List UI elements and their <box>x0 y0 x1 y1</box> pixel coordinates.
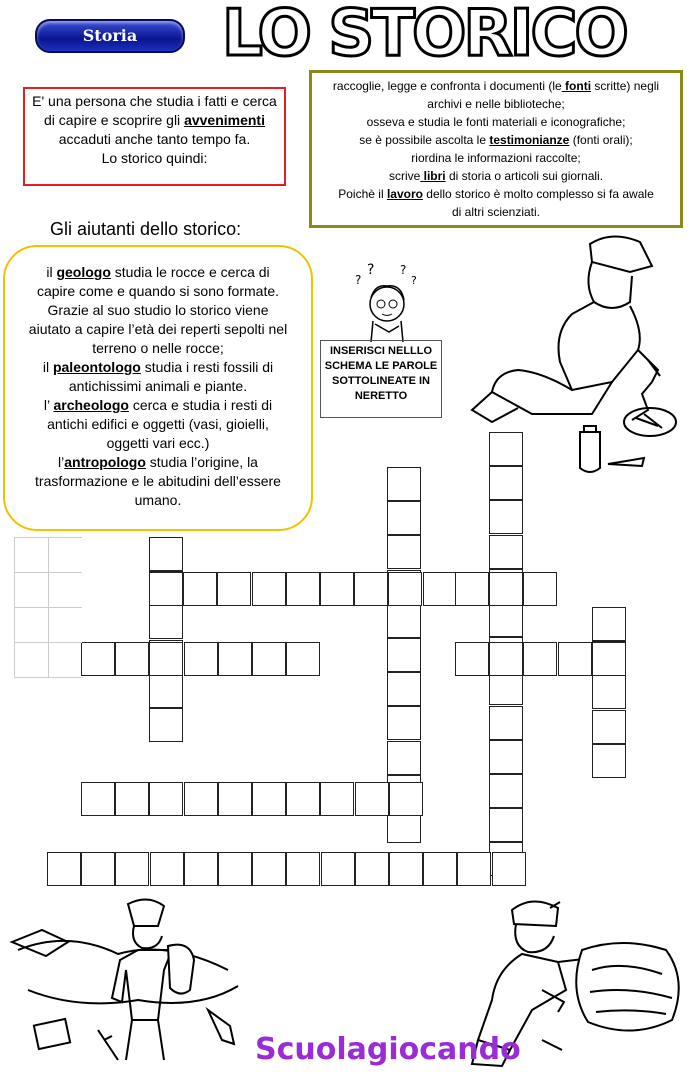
crossword-cell[interactable] <box>489 642 523 676</box>
intro-box <box>23 87 286 186</box>
task-line: di altri scienziati. <box>451 205 541 219</box>
crossword-cell[interactable] <box>489 466 523 500</box>
crossword-cell[interactable] <box>389 852 423 886</box>
crossword-cell[interactable] <box>457 852 491 886</box>
crossword-cell[interactable] <box>388 572 422 606</box>
keyword-archeologo: archeologo <box>53 397 129 413</box>
crossword-cell[interactable] <box>489 671 523 705</box>
crossword-cell[interactable] <box>252 572 286 606</box>
crossword-cell[interactable] <box>492 852 526 886</box>
task-line: se è possibile ascolta le testimonianze (fonti orali); <box>359 133 633 147</box>
subject-badge: Storia <box>35 19 185 53</box>
crossword-cell[interactable] <box>320 572 354 606</box>
crossword-cell[interactable] <box>489 432 523 466</box>
faint-gridline <box>14 537 15 677</box>
helper-line: terreno o nelle rocce; <box>92 340 224 356</box>
intro-line: E' una persona che studia i fatti e cerca <box>32 93 277 109</box>
crossword-cell[interactable] <box>389 782 423 816</box>
crossword-cell[interactable] <box>252 852 286 886</box>
crossword-cell[interactable] <box>489 500 523 534</box>
crossword-cell[interactable] <box>286 572 320 606</box>
helper-line: trasformazione e le abitudini dell’essere <box>35 473 281 489</box>
crossword-cell[interactable] <box>354 572 388 606</box>
crossword-cell[interactable] <box>149 782 183 816</box>
crossword-cell[interactable] <box>489 572 523 606</box>
crossword-cell[interactable] <box>218 782 252 816</box>
crossword-cell[interactable] <box>387 706 421 740</box>
crossword-cell[interactable] <box>81 852 115 886</box>
svg-text:?: ? <box>411 274 417 287</box>
helpers-heading: Gli aiutanti dello storico: <box>50 219 242 239</box>
crossword-cell[interactable] <box>523 642 557 676</box>
crossword-cell[interactable] <box>184 642 218 676</box>
instruction-box <box>320 340 442 418</box>
helper-line: oggetti vari ecc.) <box>106 435 210 451</box>
crossword-cell[interactable] <box>489 603 523 637</box>
crossword-cell[interactable] <box>115 782 149 816</box>
helper-line: capire come e quando si sono formate. <box>36 283 280 299</box>
crossword-cell[interactable] <box>387 501 421 535</box>
crossword-cell[interactable] <box>489 774 523 808</box>
crossword-cell[interactable] <box>149 708 183 742</box>
crossword-cell[interactable] <box>184 852 218 886</box>
crossword-cell[interactable] <box>523 572 557 606</box>
brand-logo: Scuolagiocando <box>255 1032 521 1067</box>
helper-line: l’ archeologo cerca e studia i resti di <box>43 397 273 413</box>
crossword-cell[interactable] <box>489 706 523 740</box>
task-line: Poichè il lavoro dello storico è molto complesso si fa awale <box>338 187 654 201</box>
crossword-cell[interactable] <box>252 782 286 816</box>
crossword-cell[interactable] <box>81 642 115 676</box>
helper-line: antichi edifici e oggetti (vasi, gioielli, <box>47 416 269 432</box>
intro-line: accaduti anche tanto tempo fa. <box>58 131 251 147</box>
crossword-cell[interactable] <box>489 535 523 569</box>
task-line: archivi e nelle biblioteche; <box>427 97 565 111</box>
keyword-paleontologo: paleontologo <box>52 359 141 375</box>
task-line: raccoglie, legge e confronta i documenti (le fonti scritte) negli <box>332 79 660 93</box>
crossword-cell[interactable] <box>218 642 252 676</box>
crossword-cell[interactable] <box>423 572 457 606</box>
crossword-cell[interactable] <box>252 642 286 676</box>
crossword-cell[interactable] <box>592 710 626 744</box>
crossword-cell[interactable] <box>150 852 184 886</box>
crossword-cell[interactable] <box>592 675 626 709</box>
keyword-fonti: fonti <box>561 79 592 93</box>
helper-line: aiutato a capire l’età dei reperti sepolti nel <box>28 321 288 337</box>
helper-line: il paleontologo studia i resti fossili di <box>42 359 274 375</box>
keyword-testimonianze: testimonianze <box>489 133 570 147</box>
faint-gridline <box>48 537 49 677</box>
helper-line: antichissimi animali e piante. <box>68 378 248 394</box>
excavation-vase-illustration <box>8 890 258 1070</box>
crossword-cell[interactable] <box>286 642 320 676</box>
crossword-cell[interactable] <box>149 674 183 708</box>
crossword-cell[interactable] <box>115 852 149 886</box>
crossword-cell[interactable] <box>387 741 421 775</box>
crossword-cell[interactable] <box>455 642 489 676</box>
crossword-cell[interactable] <box>81 782 115 816</box>
crossword-cell[interactable] <box>149 642 183 676</box>
crossword-cell[interactable] <box>592 607 626 641</box>
svg-text:?: ? <box>355 273 362 287</box>
crossword-cell[interactable] <box>217 572 251 606</box>
intro-line: Lo storico quindi: <box>101 150 208 166</box>
crossword-cell[interactable] <box>320 782 354 816</box>
crossword-cell[interactable] <box>184 782 218 816</box>
keyword-geologo: geologo <box>56 264 111 280</box>
crossword-cell[interactable] <box>115 642 149 676</box>
svg-text:?: ? <box>400 263 407 277</box>
crossword-cell[interactable] <box>558 642 592 676</box>
faint-gridline <box>14 677 82 678</box>
task-line: scrive libri di storia o articoli sui giornali. <box>388 169 604 183</box>
helper-line: il geologo studia le rocce e cerca di <box>46 264 270 280</box>
crossword-cell[interactable] <box>489 808 523 842</box>
crossword-cell[interactable] <box>455 572 489 606</box>
crossword-cell[interactable] <box>387 604 421 638</box>
crossword-cell[interactable] <box>218 852 252 886</box>
crossword-cell[interactable] <box>183 572 217 606</box>
crossword-cell[interactable] <box>321 852 355 886</box>
helper-line: umano. <box>134 492 182 508</box>
helpers-box <box>3 245 313 531</box>
task-line: osseva e studia le fonti materiali e iconografiche; <box>366 115 626 129</box>
crossword-cell[interactable] <box>149 605 183 639</box>
keyword-antropologo: antropologo <box>64 454 146 470</box>
thinking-child-illustration <box>345 262 425 342</box>
crossword-cell[interactable] <box>149 572 183 606</box>
tasks-box <box>309 70 683 228</box>
crossword-cell[interactable] <box>387 638 421 672</box>
crossword-cell[interactable] <box>286 782 320 816</box>
instruction-line: INSERISCI NELLLO <box>329 345 433 357</box>
page-title: LO STORICO <box>222 0 626 71</box>
helper-line: Grazie al suo studio lo storico viene <box>47 302 269 318</box>
crossword-cell[interactable] <box>387 672 421 706</box>
crossword-cell[interactable] <box>592 642 626 676</box>
crossword-cell[interactable] <box>355 852 389 886</box>
instruction-line: NERETTO <box>354 390 408 402</box>
svg-text:?: ? <box>367 262 375 278</box>
keyword-libri: libri <box>420 169 446 183</box>
crossword-cell[interactable] <box>355 782 389 816</box>
crossword-cell[interactable] <box>592 744 626 778</box>
crossword-cell[interactable] <box>489 740 523 774</box>
crossword-cell[interactable] <box>286 852 320 886</box>
crossword-cell[interactable] <box>149 537 183 571</box>
crossword-cell[interactable] <box>387 535 421 569</box>
keyword-avvenimenti: avvenimenti <box>184 112 265 128</box>
crossword-cell[interactable] <box>387 467 421 501</box>
helper-line: l’antropologo studia l’origine, la <box>58 454 258 470</box>
instruction-line: SOTTOLINEATE IN <box>332 375 430 387</box>
keyword-lavoro: lavoro <box>386 187 423 201</box>
intro-line: di capire e scoprire gli avvenimenti <box>44 112 265 128</box>
instruction-line: SCHEMA LE PAROLE <box>324 360 438 372</box>
task-line: riordina le informazioni raccolte; <box>411 151 581 165</box>
crossword-cell[interactable] <box>47 852 81 886</box>
crossword-cell[interactable] <box>423 852 457 886</box>
